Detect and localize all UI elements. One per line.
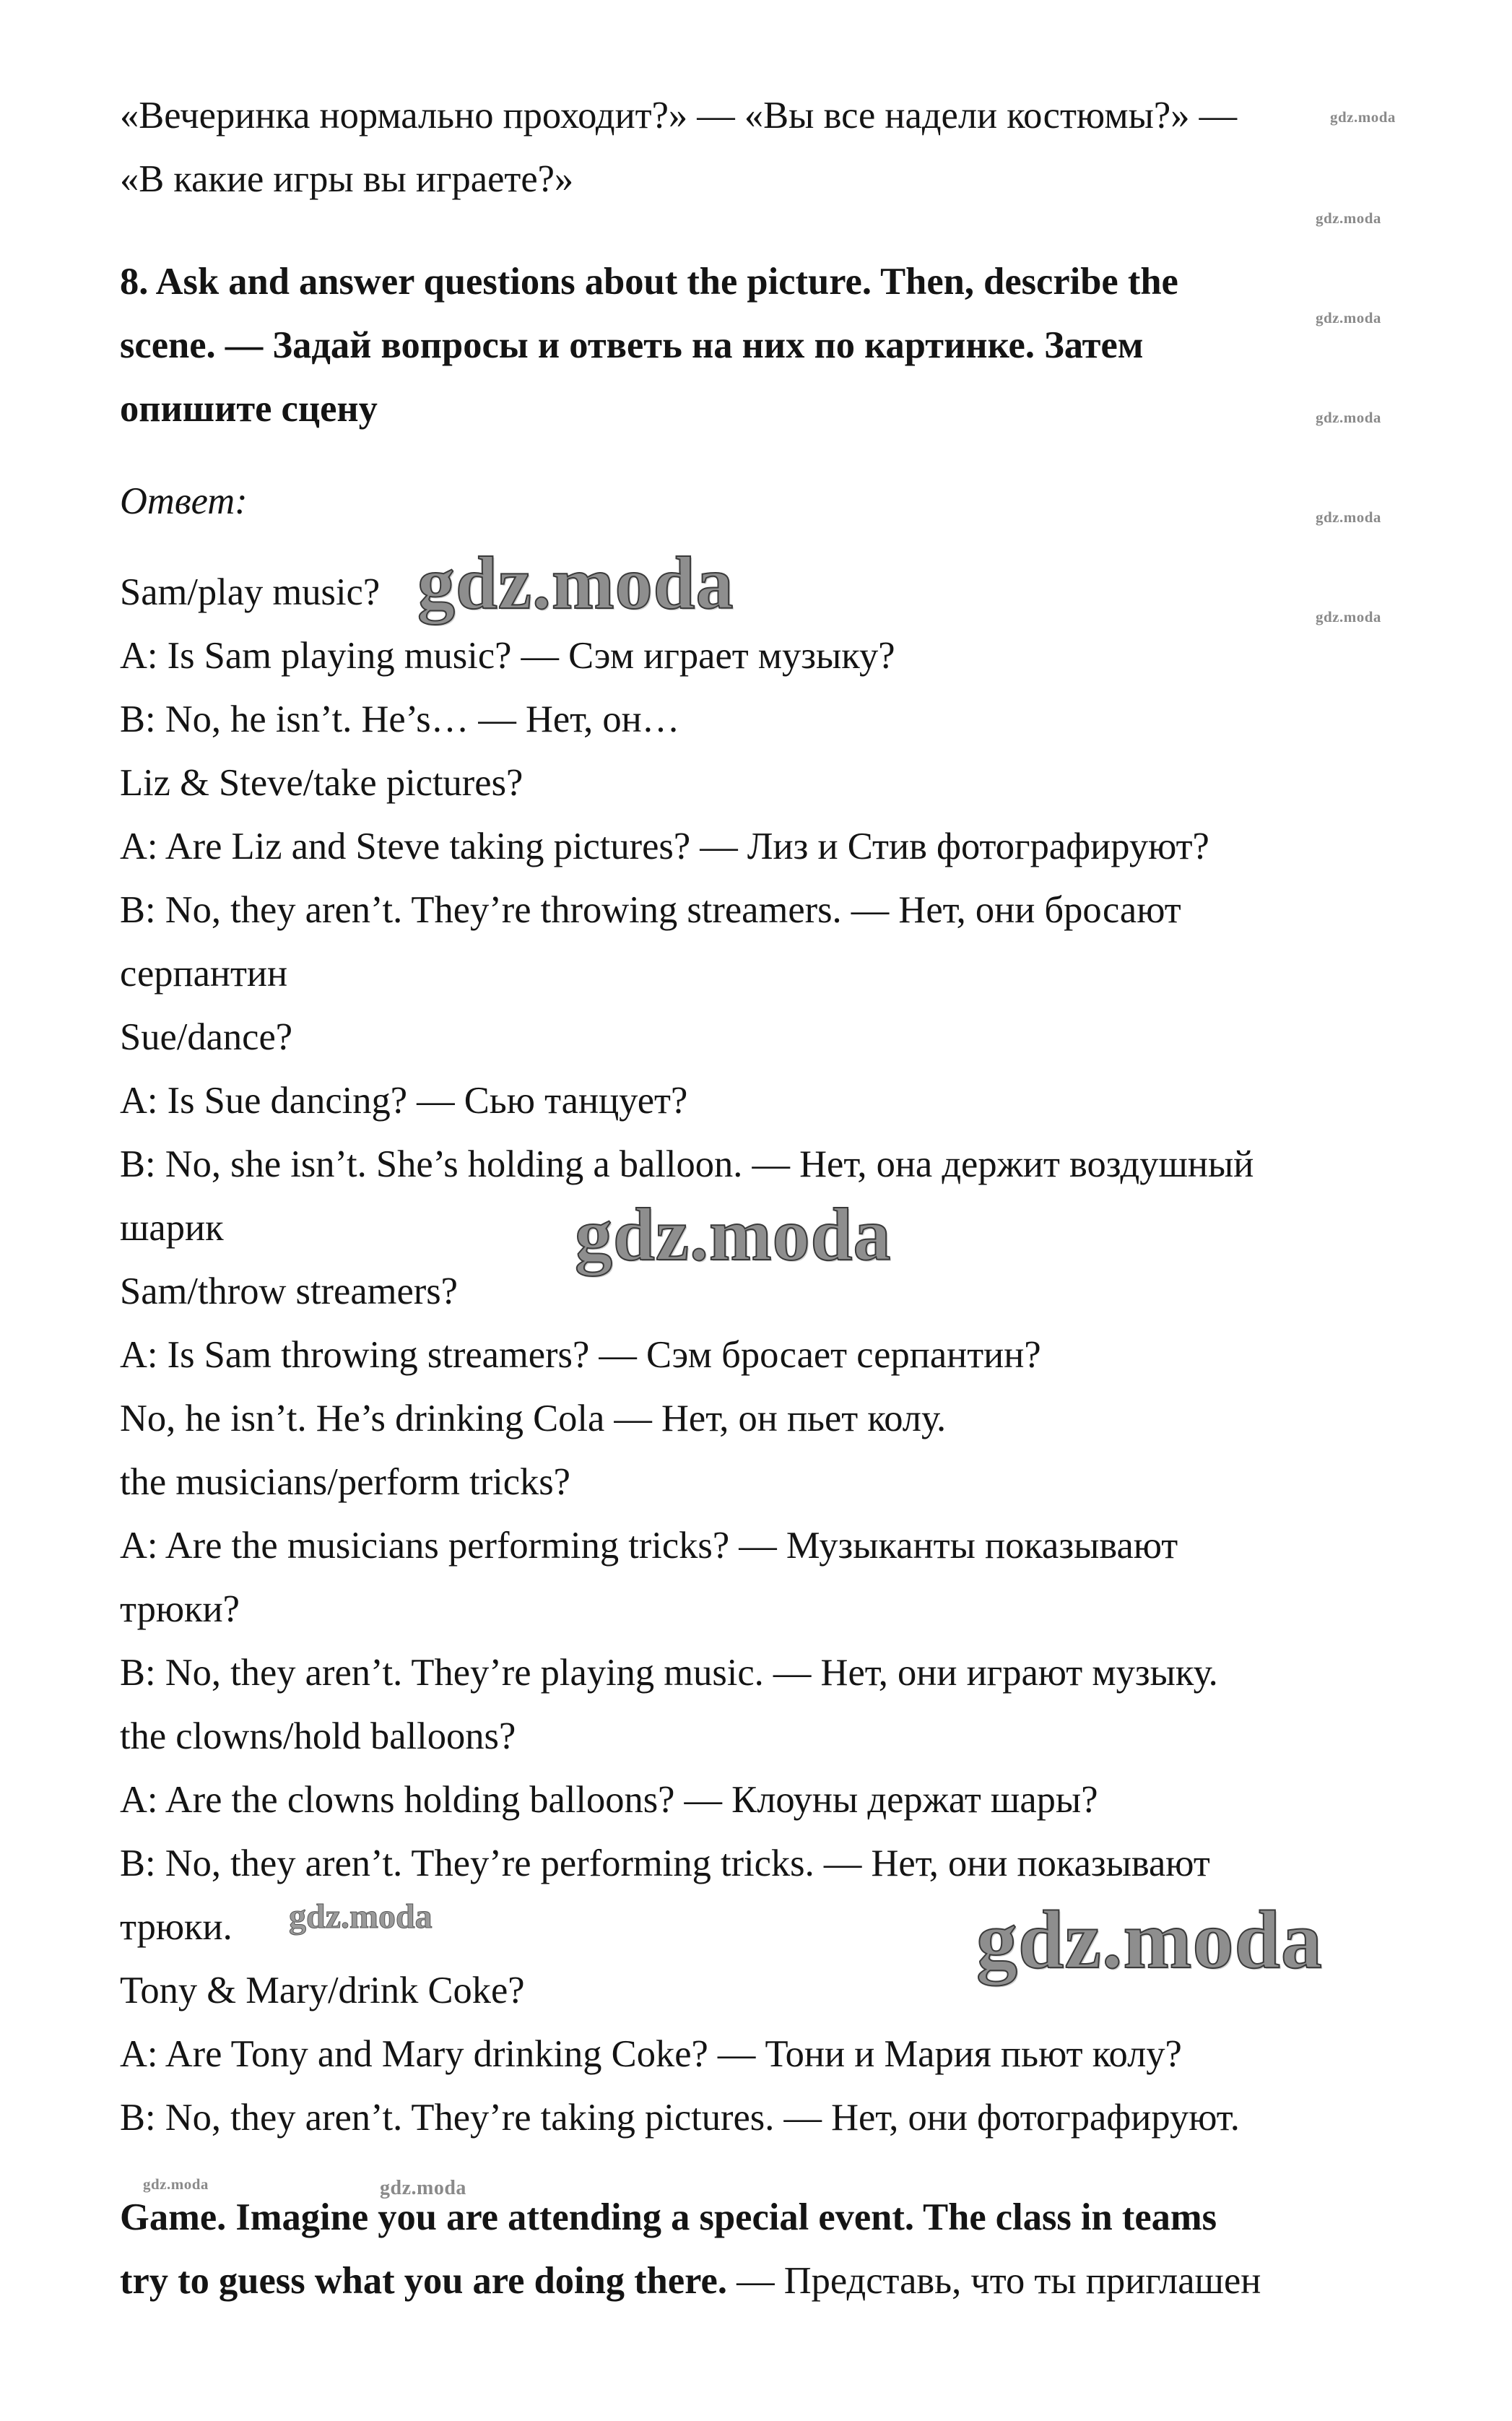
text-line: B: No, he isn’t. He’s… — Нет, он… bbox=[120, 698, 680, 740]
text-line: шарик bbox=[120, 1207, 224, 1249]
text-line: Sue/dance? bbox=[120, 1016, 293, 1058]
text-line: A: Is Sue dancing? — Сью танцует? bbox=[120, 1080, 688, 1122]
text-line: A: Are the clowns holding balloons? — Клоуны держат шары? bbox=[120, 1779, 1098, 1821]
text-line: A: Is Sam throwing streamers? — Сэм бросает серпантин? bbox=[120, 1334, 1041, 1376]
game-heading-bold: try to guess what you are doing there. bbox=[120, 2260, 727, 2302]
text-line: Tony & Mary/drink Coke? bbox=[120, 1970, 525, 2011]
text-line: Liz & Steve/take pictures? bbox=[120, 762, 523, 804]
game-heading-translation: — Представь, что ты приглашен bbox=[726, 2260, 1261, 2302]
answer-label: Ответ: bbox=[120, 480, 248, 522]
text-line: the clowns/hold balloons? bbox=[120, 1715, 516, 1757]
text-line: No, he isn’t. He’s drinking Cola — Нет, он пьет колу. bbox=[120, 1398, 947, 1439]
text-line: B: No, they aren’t. They’re taking pictures. — Нет, они фотографируют. bbox=[120, 2097, 1240, 2139]
watermark-logo: gdz.moda bbox=[289, 1897, 433, 1936]
game-heading: Game. Imagine you are attending a special event. The class in teams bbox=[120, 2196, 1217, 2238]
text-line: B: No, they aren’t. They’re performing tricks. — Нет, они показывают bbox=[120, 1842, 1210, 1884]
text-line: the musicians/perform tricks? bbox=[120, 1461, 570, 1503]
watermark: gdz.moda bbox=[380, 2177, 466, 2199]
exercise-heading: scene. — Задай вопросы и ответь на них по картинке. Затем bbox=[120, 324, 1144, 366]
watermark: gdz.moda bbox=[1316, 508, 1381, 526]
text-line: B: No, they aren’t. They’re playing music. — Нет, они играют музыку. bbox=[120, 1652, 1218, 1694]
text-line: Sam/play music? bbox=[120, 571, 381, 613]
text-line: B: No, they aren’t. They’re throwing streamers. — Нет, они бросают bbox=[120, 889, 1181, 931]
text-line: A: Are Liz and Steve taking pictures? — Лиз и Стив фотографируют? bbox=[120, 826, 1209, 867]
text-line: трюки? bbox=[120, 1588, 240, 1630]
exercise-heading: опишите сцену bbox=[120, 388, 378, 430]
watermark: gdz.moda bbox=[1316, 309, 1381, 326]
watermark-logo: gdz.moda bbox=[976, 1894, 1323, 1985]
exercise-heading: 8. Ask and answer questions about the picture. Then, describe the bbox=[120, 261, 1178, 303]
watermark: gdz.moda bbox=[1316, 409, 1381, 426]
watermark: gdz.moda bbox=[1330, 108, 1396, 126]
text-line: A: Are the musicians performing tricks? — Музыканты показывают bbox=[120, 1525, 1178, 1567]
watermark: gdz.moda bbox=[143, 2175, 209, 2193]
watermark: gdz.moda bbox=[1316, 608, 1381, 625]
text-line: A: Are Tony and Mary drinking Coke? — Тони и Мария пьют колу? bbox=[120, 2033, 1182, 2075]
watermark-logo: gdz.moda bbox=[417, 542, 734, 625]
text-line: Sam/throw streamers? bbox=[120, 1270, 458, 1312]
watermark-logo: gdz.moda bbox=[575, 1193, 892, 1276]
text-line: A: Is Sam playing music? — Сэм играет музыку? bbox=[120, 635, 895, 677]
text-line: B: No, she isn’t. She’s holding a balloon. — Нет, она держит воздушный bbox=[120, 1143, 1254, 1185]
text-line: трюки. bbox=[120, 1906, 233, 1948]
text-line: серпантин bbox=[120, 953, 288, 995]
game-heading-line bbox=[120, 2258, 1261, 2304]
text-line: «В какие игры вы играете?» bbox=[120, 158, 574, 200]
text-line: «Вечеринка нормально проходит?» — «Вы все надели костюмы?» — bbox=[120, 95, 1238, 137]
watermark: gdz.moda bbox=[1316, 209, 1381, 227]
